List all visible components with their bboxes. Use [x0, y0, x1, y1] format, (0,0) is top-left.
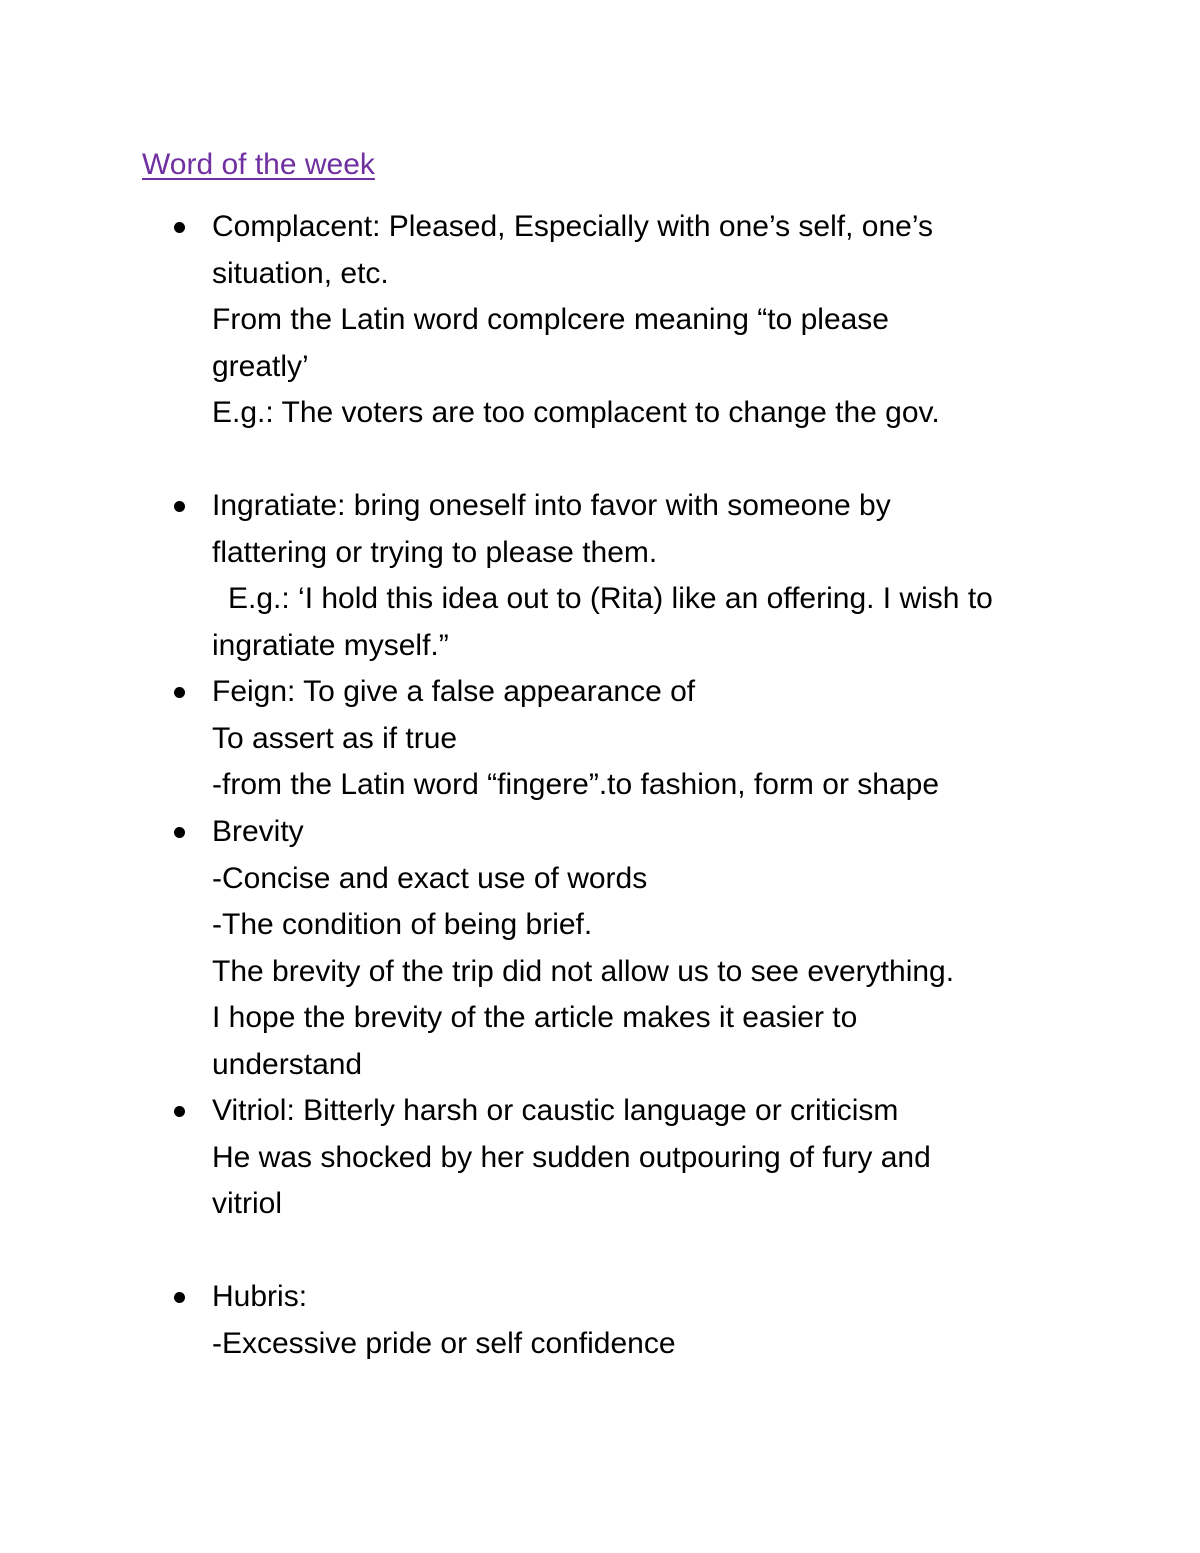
entry-line: situation, etc.: [212, 256, 389, 290]
entry-line: From the Latin word complcere meaning “to please: [212, 303, 889, 336]
entry-line: Hubris:: [212, 1280, 308, 1313]
entry-complacent: [212, 204, 1112, 437]
entry-line: Brevity: [212, 815, 304, 848]
bullet-icon: [174, 1106, 185, 1117]
entry-line: Vitriol: Bitterly harsh or caustic language or criticism: [212, 1094, 899, 1127]
entry-line: -Concise and exact use of words: [212, 861, 648, 895]
entry-line: E.g.: ‘I hold this idea out to (Rita) like an offering. I wish to: [228, 582, 993, 615]
entry-line: Feign: To give a false appearance of: [212, 675, 696, 708]
entry-ingratiate: [212, 483, 1112, 669]
bullet-icon: [174, 222, 185, 233]
entry-line: E.g.: The voters are too complacent to change the gov.: [212, 396, 940, 429]
bullet-icon: [174, 1292, 185, 1303]
entry-brevity: [212, 809, 1112, 1088]
bullet-icon: [174, 501, 185, 512]
entry-line: The brevity of the trip did not allow us to see everything.: [212, 954, 955, 988]
entry-line: I hope the brevity of the article makes it easier to: [212, 1001, 858, 1034]
entry-line: -from the Latin word “fingere”.to fashion, form or shape: [212, 768, 940, 801]
entry-line: He was shocked by her sudden outpouring of fury and: [212, 1140, 931, 1174]
entry-feign: [212, 669, 1112, 809]
entry-line: -The condition of being brief.: [212, 908, 593, 941]
entry-line: greatly’: [212, 349, 309, 383]
entry-vitriol: [212, 1088, 1112, 1228]
entry-line: flattering or trying to please them.: [212, 535, 658, 569]
entry-line: -Excessive pride or self confidence: [212, 1326, 676, 1360]
entry-hubris: [212, 1274, 1112, 1367]
entry-line: ingratiate myself.”: [212, 628, 449, 662]
entry-line: understand: [212, 1047, 363, 1081]
entry-line: Complacent: Pleased, Especially with one’s self, one’s: [212, 210, 933, 243]
bullet-icon: [174, 687, 185, 698]
bullet-icon: [174, 827, 185, 838]
entry-line: Ingratiate: bring oneself into favor with someone by: [212, 489, 891, 522]
entry-line: To assert as if true: [212, 721, 458, 755]
document-title: Word of the week: [142, 148, 375, 181]
entry-line: vitriol: [212, 1187, 283, 1220]
